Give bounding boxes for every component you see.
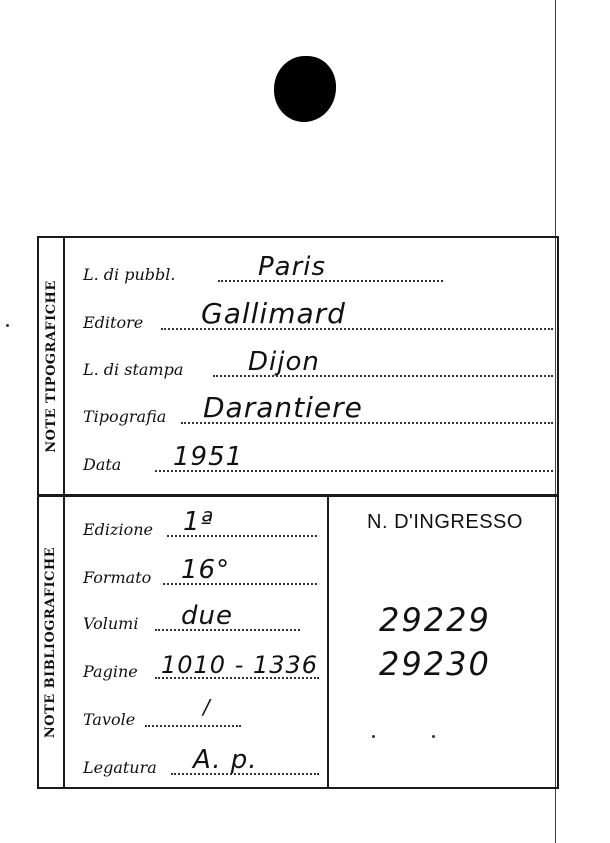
field-edizione bbox=[83, 507, 319, 541]
note-bibliografiche-title: NOTE BIBLIOGRAFICHE bbox=[43, 546, 59, 738]
field-pagine bbox=[83, 653, 319, 683]
handwritten-value: Paris bbox=[258, 252, 327, 282]
field-data bbox=[83, 442, 553, 476]
field-label: Legatura bbox=[83, 758, 157, 777]
dotted-line bbox=[218, 280, 443, 282]
note-bibliografiche-label bbox=[39, 497, 65, 787]
field-label: L. di stampa bbox=[83, 360, 184, 379]
field-label: Tipografia bbox=[83, 407, 167, 426]
field-label: L. di pubbl. bbox=[83, 265, 176, 284]
field-label: Formato bbox=[83, 568, 152, 587]
field-label: Data bbox=[83, 455, 122, 474]
field-luogo-pubblicazione bbox=[83, 252, 553, 286]
field-tipografia bbox=[83, 391, 553, 428]
field-label: Pagine bbox=[83, 662, 138, 681]
scan-speck bbox=[372, 735, 375, 738]
ingresso-title: N. D'INGRESSO bbox=[367, 511, 523, 533]
handwritten-value: / bbox=[203, 695, 211, 719]
column-divider bbox=[327, 497, 329, 787]
catalog-card bbox=[37, 236, 559, 789]
note-bibliografiche-section bbox=[39, 497, 557, 787]
handwritten-value: 1ª bbox=[183, 507, 214, 537]
note-tipografiche-label bbox=[39, 238, 65, 494]
field-formato bbox=[83, 555, 319, 589]
field-luogo-stampa bbox=[83, 347, 553, 381]
handwritten-value: 1010 - 1336 bbox=[161, 651, 319, 679]
ingresso-number: 29229 bbox=[379, 601, 491, 639]
handwritten-value: A. p. bbox=[193, 745, 258, 775]
handwritten-value: 1951 bbox=[173, 442, 244, 472]
punch-hole bbox=[274, 56, 336, 122]
handwritten-value: Darantiere bbox=[203, 391, 363, 424]
field-label: Editore bbox=[83, 313, 144, 332]
field-label: Edizione bbox=[83, 520, 153, 539]
handwritten-value: 16° bbox=[181, 555, 231, 585]
scan-speck bbox=[6, 324, 9, 327]
field-tavole bbox=[83, 695, 319, 731]
handwritten-value: due bbox=[181, 601, 233, 631]
field-legatura bbox=[83, 745, 319, 779]
field-label: Tavole bbox=[83, 710, 136, 729]
handwritten-value: Dijon bbox=[248, 347, 320, 377]
field-volumi bbox=[83, 601, 319, 635]
dotted-line bbox=[145, 725, 241, 727]
scan-speck bbox=[432, 735, 435, 738]
note-tipografiche-section bbox=[39, 238, 557, 497]
ingresso-number: 29230 bbox=[379, 645, 491, 683]
field-label: Volumi bbox=[83, 614, 139, 633]
note-tipografiche-title: NOTE TIPOGRAFICHE bbox=[43, 279, 59, 453]
field-editore bbox=[83, 297, 553, 334]
handwritten-value: Gallimard bbox=[201, 297, 346, 330]
